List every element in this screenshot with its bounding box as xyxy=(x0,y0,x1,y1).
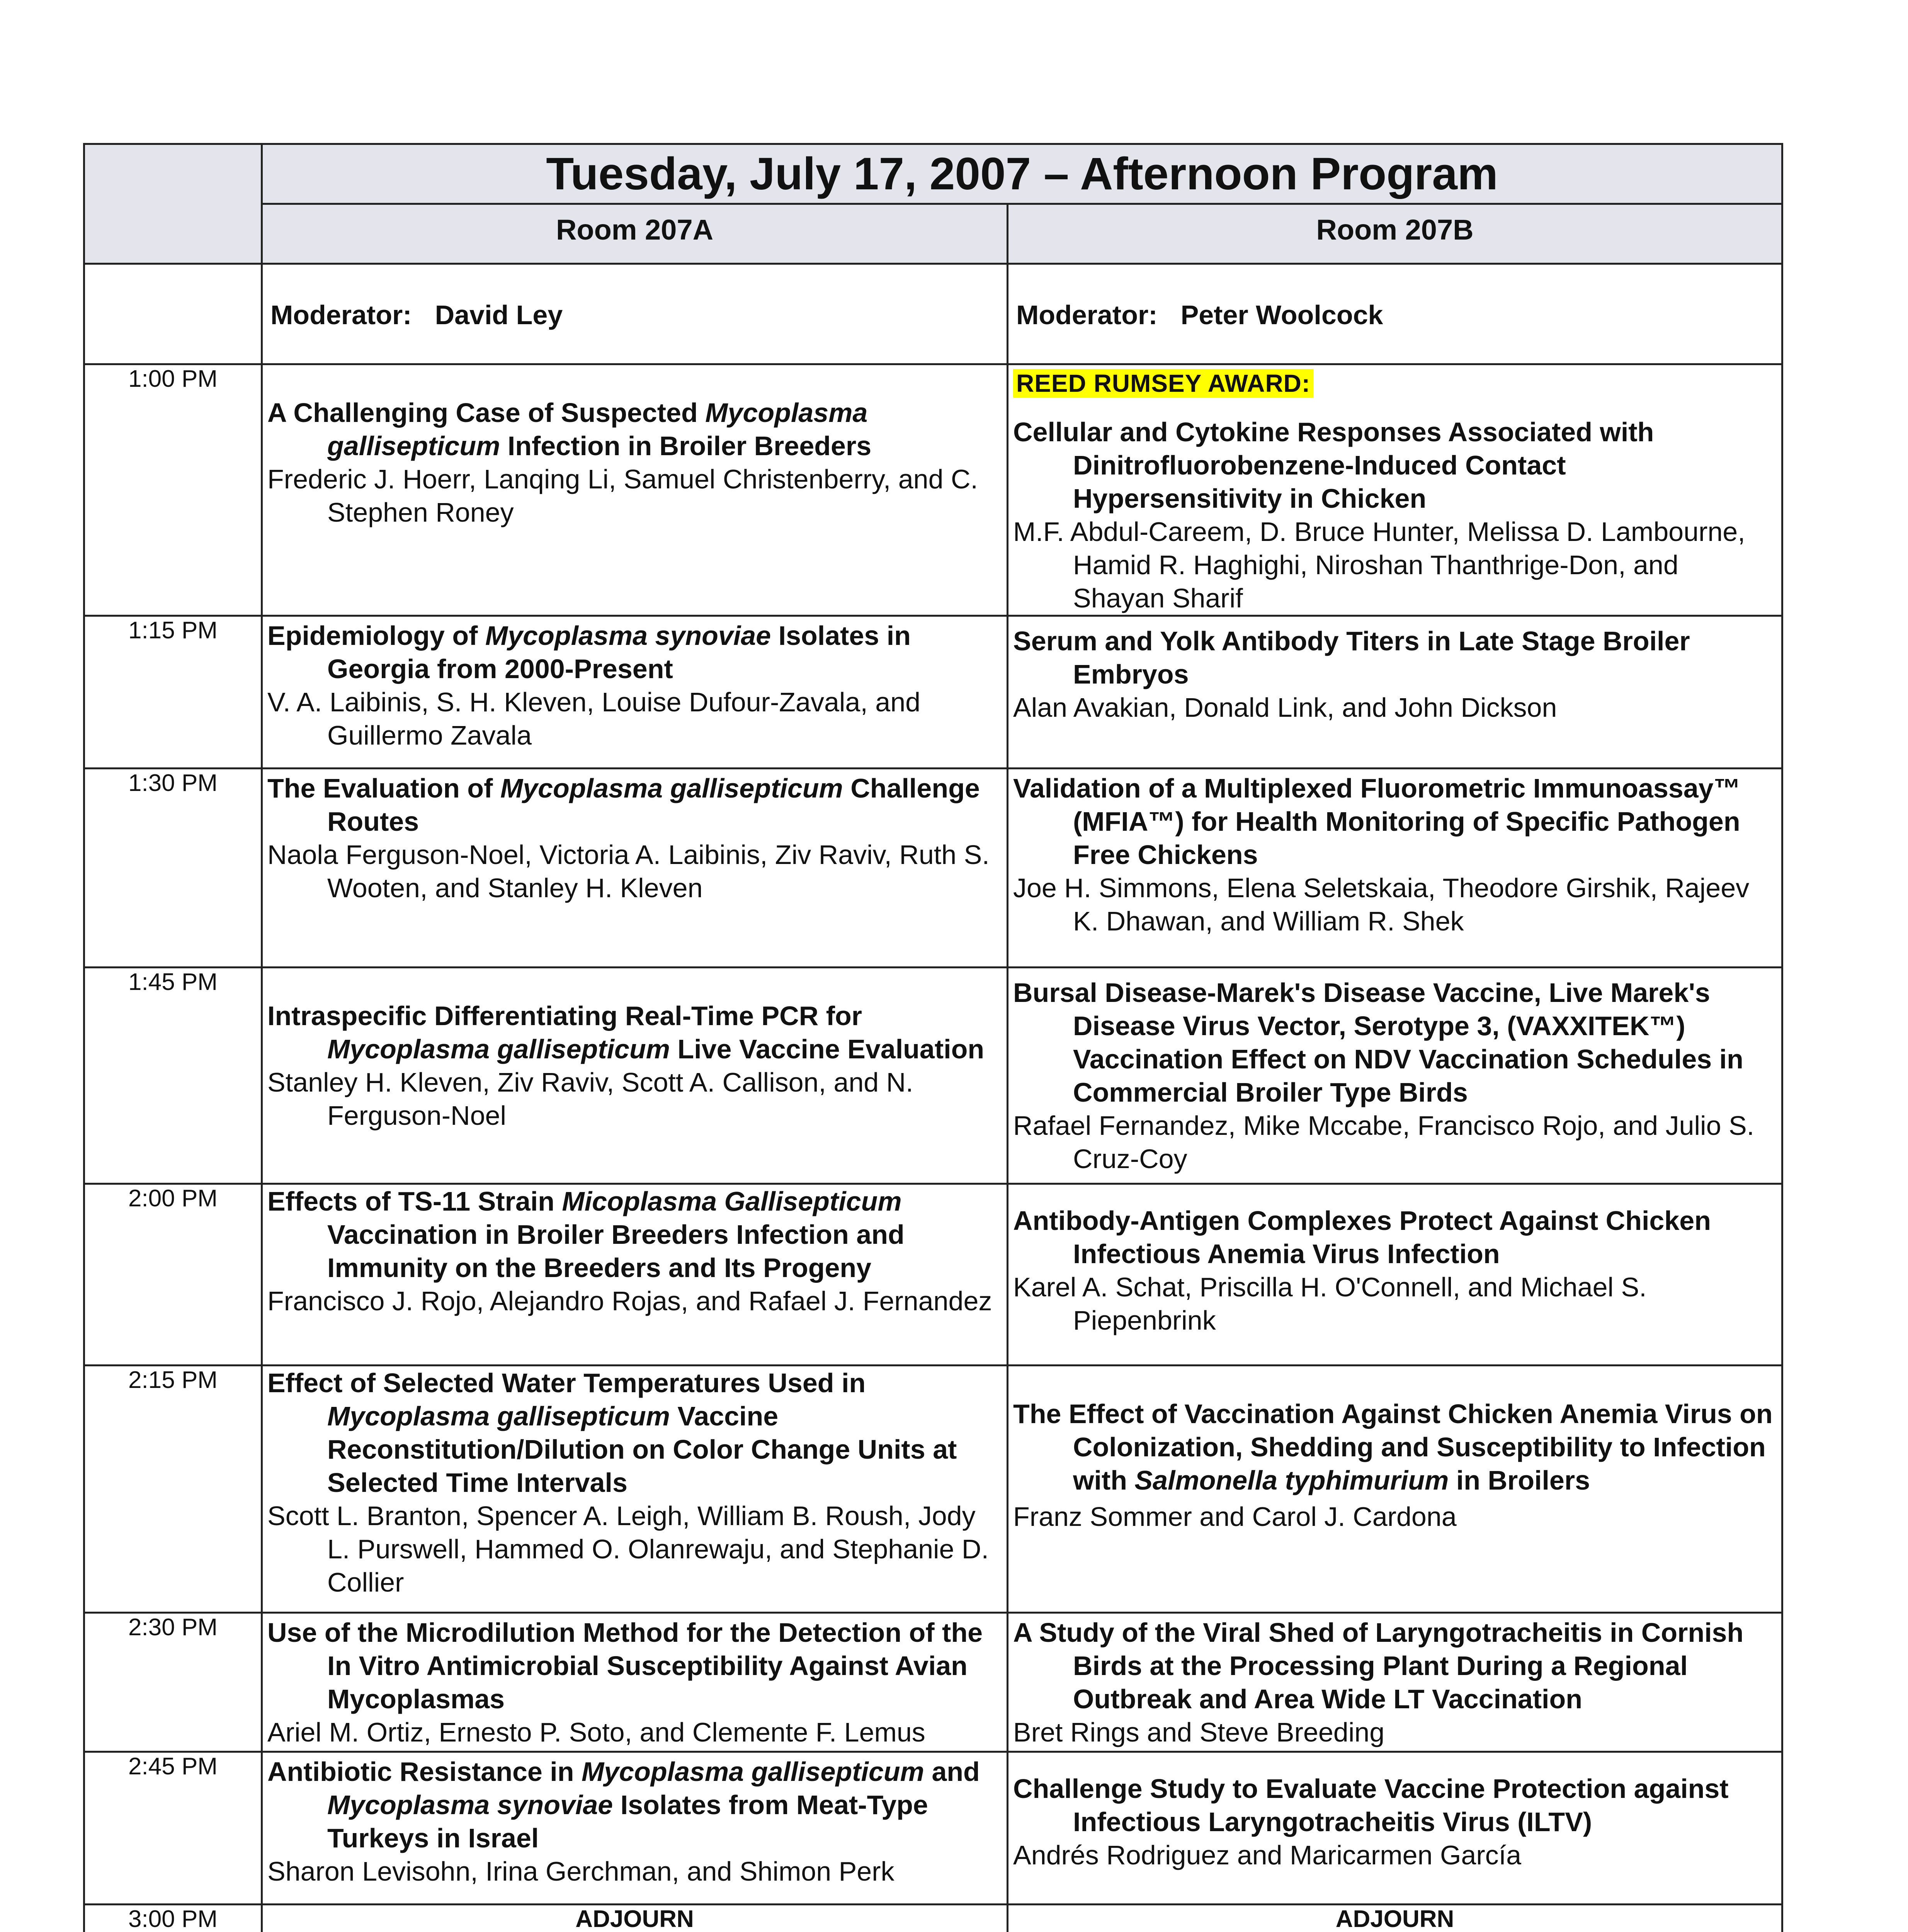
moderator-b-cell xyxy=(1008,264,1782,364)
session-b-cell xyxy=(1008,968,1782,1184)
moderator-name-b: Peter Woolcock xyxy=(1180,300,1383,330)
session-a-cell xyxy=(262,364,1008,616)
talk-title: Validation of a Multiplexed Fluorometric Immunoassay™ (MFIA™) for Health Monitoring of Specific Pathogen Free Chickens xyxy=(1013,773,1741,870)
session-row xyxy=(84,1366,1782,1613)
room-row xyxy=(84,204,1782,264)
talk-authors: Alan Avakian, Donald Link, and John Dickson xyxy=(1013,692,1557,723)
session-row xyxy=(84,769,1782,968)
session-time: 1:30 PM xyxy=(84,769,262,968)
session-row xyxy=(84,616,1782,769)
talk-authors: Joe H. Simmons, Elena Seletskaia, Theodore Girshik, Rajeev K. Dhawan, and William R. Shek xyxy=(1013,873,1750,936)
talk-title: Intraspecific Differentiating Real-Time PCR for Mycoplasma gallisepticum Live Vaccine Evaluation xyxy=(267,1001,985,1064)
session-row xyxy=(84,1184,1782,1366)
session-row xyxy=(84,968,1782,1184)
session-a-cell xyxy=(262,968,1008,1184)
session-b-cell xyxy=(1008,1752,1782,1905)
talk-authors: Karel A. Schat, Priscilla H. O'Connell, and Michael S. Piepenbrink xyxy=(1013,1272,1647,1335)
talk-authors: Scott L. Branton, Spencer A. Leigh, William B. Roush, Jody L. Purswell, Hammed O. Olanrewaju, and Stephanie D. Collier xyxy=(267,1501,989,1597)
session-a-cell xyxy=(262,769,1008,968)
talk-title: Effects of TS-11 Strain Micoplasma Gallisepticum Vaccination in Broiler Breeders Infection and Immunity on the Breeders and Its Progeny xyxy=(267,1186,905,1283)
session-time: 2:30 PM xyxy=(84,1613,262,1752)
talk-title: Cellular and Cytokine Responses Associated with Dinitrofluorobenzene-Induced Contact Hypersensitivity in Chicken xyxy=(1013,417,1654,514)
talk-title: Bursal Disease-Marek's Disease Vaccine, Live Marek's Disease Virus Vector, Serotype 3, (VAXXITEK™) Vaccination Effect on NDV Vaccination Schedules in Commercial Broiler Type Birds xyxy=(1013,978,1743,1107)
talk-authors: Bret Rings and Steve Breeding xyxy=(1013,1717,1385,1747)
talk-title: The Effect of Vaccination Against Chicken Anemia Virus on Colonization, Shedding and Susceptibility to Infection with Salmonella typhimurium in Broilers xyxy=(1013,1399,1773,1495)
session-b-cell xyxy=(1008,616,1782,769)
session-time: 1:00 PM xyxy=(84,364,262,616)
moderator-name-a: David Ley xyxy=(435,300,563,330)
session-time: 1:15 PM xyxy=(84,616,262,769)
moderator-a-cell xyxy=(262,264,1008,364)
session-time: 2:15 PM xyxy=(84,1366,262,1613)
session-a-cell xyxy=(262,1613,1008,1752)
session-a-cell xyxy=(262,1366,1008,1613)
talk-title: Epidemiology of Mycoplasma synoviae Isolates in Georgia from 2000-Present xyxy=(267,621,911,684)
talk-title: Challenge Study to Evaluate Vaccine Protection against Infectious Laryngotracheitis Virus (ILTV) xyxy=(1013,1774,1729,1837)
talk-authors: Franz Sommer and Carol J. Cardona xyxy=(1013,1502,1457,1532)
talk-authors: Ariel M. Ortiz, Ernesto P. Soto, and Clemente F. Lemus xyxy=(267,1717,925,1747)
header-corner-cell xyxy=(84,144,262,264)
moderator-time-cell xyxy=(84,264,262,364)
session-b-cell xyxy=(1008,769,1782,968)
talk-title: Antibody-Antigen Complexes Protect Against Chicken Infectious Anemia Virus Infection xyxy=(1013,1206,1711,1269)
talk-title: Antibiotic Resistance in Mycoplasma gallisepticum and Mycoplasma synoviae Isolates from Meat-Type Turkeys in Israel xyxy=(267,1757,980,1853)
talk-authors: Frederic J. Hoerr, Lanqing Li, Samuel Christenberry, and C. Stephen Roney xyxy=(267,464,978,527)
moderator-row xyxy=(84,264,1782,364)
talk-title: Serum and Yolk Antibody Titers in Late Stage Broiler Embryos xyxy=(1013,626,1690,689)
room-b-heading: Room 207B xyxy=(1008,204,1782,264)
session-time: 2:45 PM xyxy=(84,1752,262,1905)
talk-authors: V. A. Laibinis, S. H. Kleven, Louise Dufour-Zavala, and Guillermo Zavala xyxy=(267,687,921,750)
talk-authors: M.F. Abdul-Careem, D. Bruce Hunter, Melissa D. Lambourne, Hamid R. Haghighi, Niroshan Thanthrige-Don, and Shayan Sharif xyxy=(1013,517,1745,613)
moderator-label-a: Moderator: xyxy=(270,300,412,330)
session-time: 2:00 PM xyxy=(84,1184,262,1366)
moderator-label-b: Moderator: xyxy=(1016,300,1158,330)
room-a-heading: Room 207A xyxy=(262,204,1008,264)
talk-title: A Challenging Case of Suspected Mycoplasma gallisepticum Infection in Broiler Breeders xyxy=(267,398,872,461)
session-b-cell xyxy=(1008,1366,1782,1613)
adjourn-b: ADJOURN xyxy=(1008,1905,1782,1932)
talk-title: Use of the Microdilution Method for the Detection of the In Vitro Antimicrobial Susceptibility Against Avian Mycoplasmas xyxy=(267,1617,983,1714)
session-b-cell xyxy=(1008,364,1782,616)
session-a-cell xyxy=(262,1184,1008,1366)
talk-title: A Study of the Viral Shed of Laryngotracheitis in Cornish Birds at the Processing Plant During a Regional Outbreak and Area Wide LT Vaccination xyxy=(1013,1617,1744,1714)
session-row xyxy=(84,1613,1782,1752)
page-title: Tuesday, July 17, 2007 – Afternoon Program xyxy=(262,144,1782,204)
session-b-cell xyxy=(1008,1184,1782,1366)
adjourn-a: ADJOURN xyxy=(262,1905,1008,1932)
session-a-cell xyxy=(262,616,1008,769)
session-row xyxy=(84,364,1782,616)
schedule-table xyxy=(83,143,1783,1932)
session-time: 1:45 PM xyxy=(84,968,262,1184)
talk-authors: Stanley H. Kleven, Ziv Raviv, Scott A. Callison, and N. Ferguson-Noel xyxy=(267,1067,913,1131)
talk-authors: Francisco J. Rojo, Alejandro Rojas, and Rafael J. Fernandez xyxy=(267,1286,992,1316)
session-a-cell xyxy=(262,1752,1008,1905)
session-row xyxy=(84,1752,1782,1905)
session-b-cell xyxy=(1008,1613,1782,1752)
talk-authors: Rafael Fernandez, Mike Mccabe, Francisco Rojo, and Julio S. Cruz-Coy xyxy=(1013,1111,1755,1174)
talk-authors: Andrés Rodriguez and Maricarmen García xyxy=(1013,1840,1522,1870)
title-row xyxy=(84,144,1782,204)
award-label: REED RUMSEY AWARD: xyxy=(1013,366,1777,399)
talk-authors: Sharon Levisohn, Irina Gerchman, and Shimon Perk xyxy=(267,1856,894,1886)
talk-title: The Evaluation of Mycoplasma gallisepticum Challenge Routes xyxy=(267,773,980,837)
adjourn-time: 3:00 PM xyxy=(84,1905,262,1932)
adjourn-row xyxy=(84,1905,1782,1932)
talk-authors: Naola Ferguson-Noel, Victoria A. Laibinis, Ziv Raviv, Ruth S. Wooten, and Stanley H. Kleven xyxy=(267,840,990,903)
talk-title: Effect of Selected Water Temperatures Used in Mycoplasma gallisepticum Vaccine Reconstitution/Dilution on Color Change Units at Selected Time Intervals xyxy=(267,1368,957,1498)
